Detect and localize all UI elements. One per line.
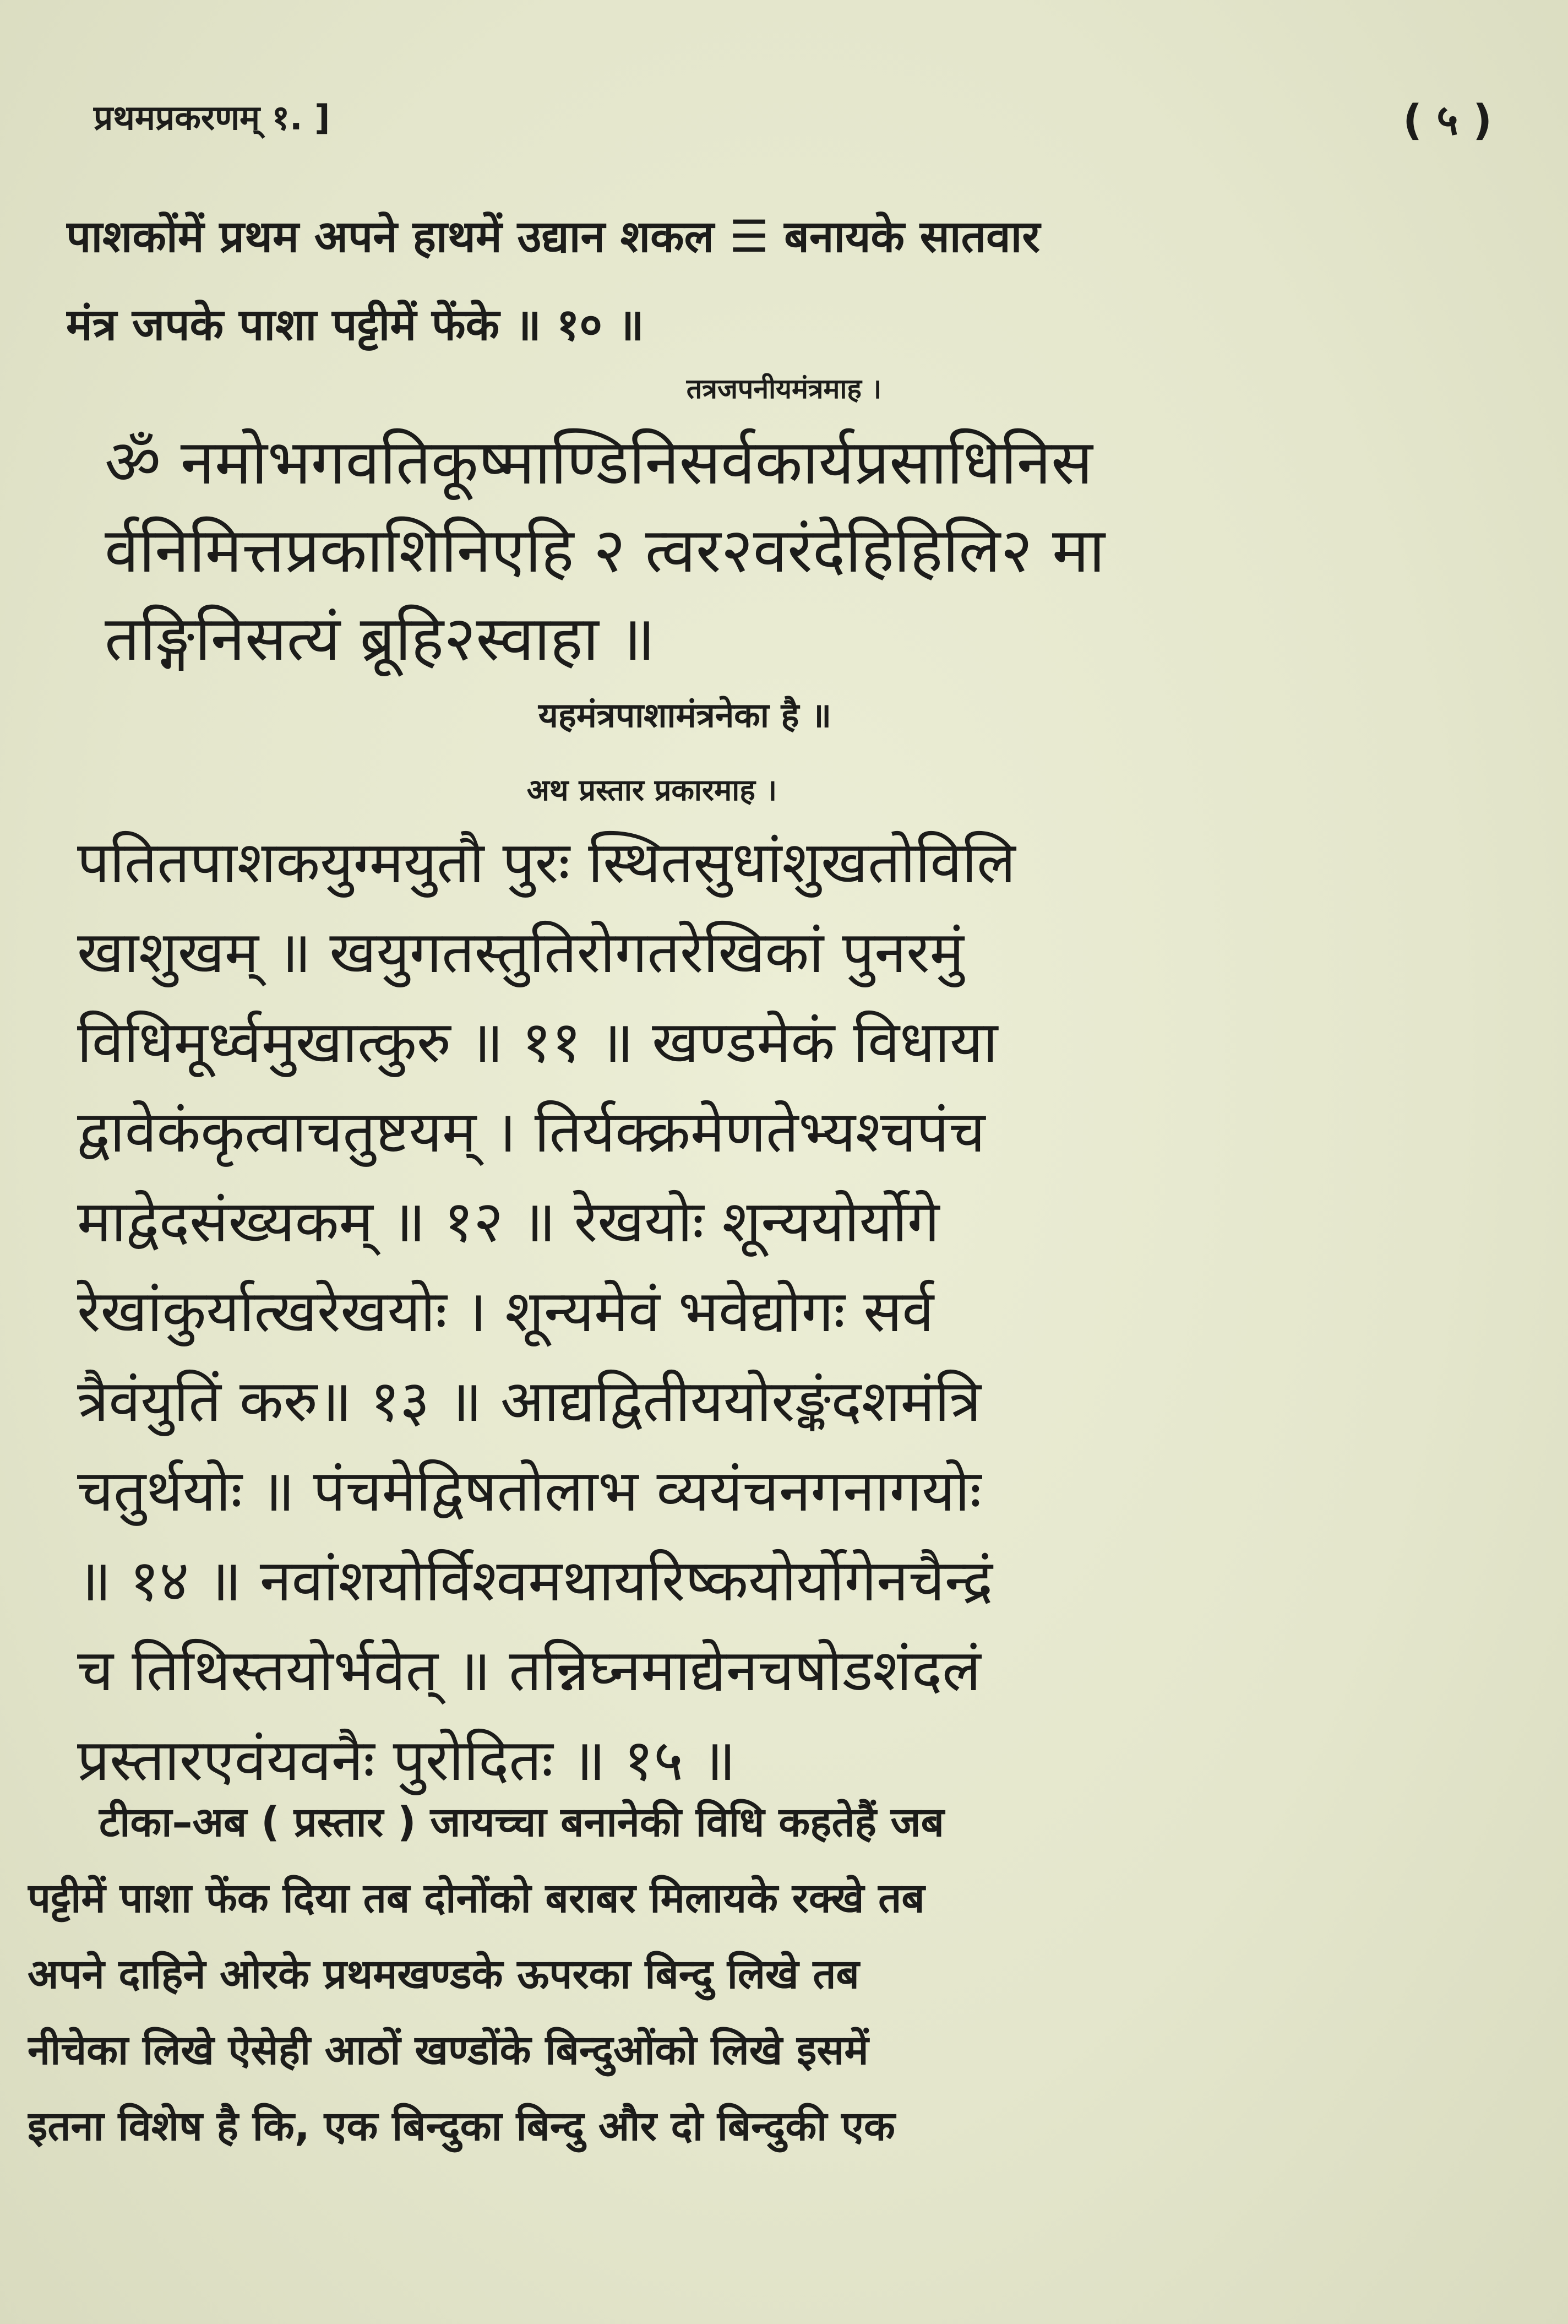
commentary-line: अपने दाहिने ओरके प्रथमखण्डके ऊपरका बिन्दु लिखे तब [28, 1951, 859, 1998]
verse-line: विधिमूर्ध्वमुखात्कुरु ॥ ११ ॥ खण्डमेकं विधाया [77, 1008, 998, 1076]
commentary-line: इतना विशेष है कि, एक बिन्दुका बिन्दु और दो बिन्दुकी एक [28, 2103, 895, 2150]
verse-line: त्रैवंयुतिं करु॥ १३ ॥ आद्यद्वितीययोरङ्कंदशमंत्रि [77, 1367, 982, 1435]
running-title: प्रथमप्रकरणम् १. ] [94, 97, 330, 138]
mantra-heading: तत्रजपनीयमंत्रमाह । [686, 373, 882, 405]
mantra-line: र्वनिमित्तप्रकाशिनिएहि २ त्वर२वरंदेहिहिलि२ मा [105, 515, 1106, 587]
commentary-line: पट्टीमें पाशा फेंक दिया तब दोनोंको बराबर मिलायके रक्खे तब [28, 1875, 925, 1922]
intro-line: मंत्र जपके पाशा पट्टीमें फेंके ॥ १० ॥ [66, 299, 644, 350]
page-header [83, 83, 1492, 160]
mantra-note: यहमंत्रपाशामंत्रनेका है ॥ [538, 695, 832, 735]
mantra-line: ॐ नमोभगवतिकूष्माण्डिनिसर्वकार्यप्रसाधिनिस [105, 427, 1093, 498]
verse-line: ॥ १४ ॥ नवांशयोर्विश्वमथायरिष्कयोर्योगेनचैन्द्रं [77, 1547, 993, 1614]
verse-line: च तिथिस्तयोर्भवेत् ॥ तन्निघ्नमाद्येनचषोडशंदलं [77, 1637, 981, 1704]
verse-block [77, 818, 1354, 1805]
commentary-paragraph [28, 1784, 1365, 2164]
intro-paragraph [66, 193, 1343, 369]
verse-line: खाशुखम् ॥ खयुगतस्तुतिरोगतरेखिकां पुनरमुं [77, 919, 964, 986]
commentary-line: टीका–अब ( प्रस्तार ) जायच्चा बनानेकी विधि कहतेहैं जब [99, 1799, 944, 1846]
verse-line: द्वावेकंकृत्वाचतुष्टयम् । तिर्यक्क्रमेणतेभ्यश्चपंच [77, 1098, 986, 1165]
verse-line: चतुर्थयोः ॥ पंचमेद्विषतोलाभ व्ययंचनगनागयोः [77, 1457, 982, 1524]
mantra-line: तङ्गिनिसत्यं ब्रूहि२स्वाहा ॥ [105, 603, 656, 675]
verse-line: प्रस्तारएवंयवनैः पुरोदितः ॥ १५ ॥ [77, 1726, 736, 1794]
page-number: ( ५ ) [1403, 95, 1492, 144]
verse-line: पतितपाशकयुग्मयुतौ पुरः स्थितसुधांशुखतोविलि [77, 829, 1016, 896]
prastara-heading: अथ प्रस्तार प्रकारमाह । [526, 773, 777, 807]
commentary-line: नीचेका लिखे ऐसेही आठों खण्डोंके बिन्दुओंको लिखे इसमें [28, 2027, 869, 2074]
intro-line: पाशकोंमें प्रथम अपने हाथमें उद्यान शकल ☰ बनायके सातवार [66, 211, 1041, 262]
verse-line: रेखांकुर्यात्खरेखयोः । शून्यमेवं भवेद्योगः सर्व [77, 1278, 934, 1345]
verse-line: माद्वेदसंख्यकम् ॥ १२ ॥ रेखयोः शून्ययोर्योगे [77, 1188, 940, 1255]
mantra-text [105, 419, 1382, 683]
